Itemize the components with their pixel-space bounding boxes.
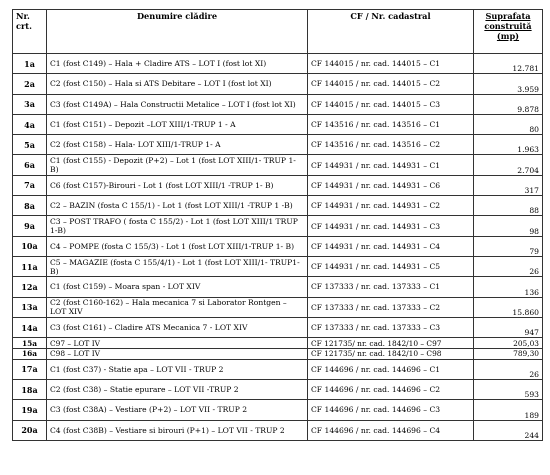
built-area: 26 <box>474 359 543 379</box>
built-area: 80 <box>474 114 543 134</box>
building-name: C3 (fost C161) – Cladire ATS Mecanica 7 - LOT XIV <box>47 317 308 337</box>
cadastral-ref: CF 143516 / nr. cad. 143516 – C2 <box>308 135 474 155</box>
cadastral-ref: CF 144931 / nr. cad. 144931 – C6 <box>308 175 474 195</box>
row-number: 20a <box>13 420 47 440</box>
cadastral-ref: CF 121735/ nr. cad. 1842/10 – C97 <box>308 338 474 349</box>
table-header-row <box>13 10 543 54</box>
cadastral-ref: CF 121735/ nr. cad. 1842/10 – C98 <box>308 348 474 359</box>
row-number: 14a <box>13 317 47 337</box>
row-number: 9a <box>13 216 47 236</box>
header-building-name: Denumire clădire <box>47 10 308 54</box>
cadastral-ref: CF 144015 / nr. cad. 144015 – C2 <box>308 74 474 94</box>
table-row <box>13 114 543 134</box>
row-number: 7a <box>13 175 47 195</box>
cadastral-ref: CF 144931 / nr. cad. 144931 – C2 <box>308 196 474 216</box>
table-row <box>13 420 543 440</box>
building-name: C2 – BAZIN (fosta C 155/1) - Lot 1 (fost LOT XIII/1 -TRUP 1 -B) <box>47 196 308 216</box>
table-row <box>13 297 543 317</box>
building-name: C98 – LOT IV <box>47 348 308 359</box>
table-row <box>13 196 543 216</box>
table-row <box>13 94 543 114</box>
building-name: C6 (fost C157)-Birouri - Lot 1 (fost LOT XIII/1 -TRUP 1- B) <box>47 175 308 195</box>
table-row <box>13 338 543 349</box>
building-name: C2 (fost C160-162) – Hala mecanica 7 si Laborator Rontgen – LOT XIV <box>47 297 308 317</box>
building-name: C1 (fost C149) – Hala + Cladire ATS – LOT I (fost lot XI) <box>47 54 308 74</box>
built-area: 136 <box>474 277 543 297</box>
row-number: 18a <box>13 380 47 400</box>
header-area: Suprafata construită (mp) <box>474 10 543 54</box>
table-row <box>13 236 543 256</box>
row-number: 12a <box>13 277 47 297</box>
building-name: C3 (fost C38A) – Vestiare (P+2) – LOT VII - TRUP 2 <box>47 400 308 420</box>
built-area: 317 <box>474 175 543 195</box>
built-area: 593 <box>474 380 543 400</box>
table-row <box>13 175 543 195</box>
row-number: 1a <box>13 54 47 74</box>
built-area: 9.878 <box>474 94 543 114</box>
table-row <box>13 348 543 359</box>
building-name: C1 (fost C155) - Depozit (P+2) – Lot 1 (fost LOT XIII/1- TRUP 1- B) <box>47 155 308 175</box>
built-area: 98 <box>474 216 543 236</box>
building-name: C5 – MAGAZIE (fosta C 155/4/1) - Lot 1 (fost LOT XIII/1- TRUP1- B) <box>47 256 308 276</box>
table-row <box>13 135 543 155</box>
header-nr-crt: Nr. crt. <box>13 10 47 54</box>
table-row <box>13 74 543 94</box>
built-area: 244 <box>474 420 543 440</box>
table-row <box>13 256 543 276</box>
row-number: 11a <box>13 256 47 276</box>
built-area: 26 <box>474 256 543 276</box>
building-name: C2 (fost C38) – Statie epurare – LOT VII -TRUP 2 <box>47 380 308 400</box>
cadastral-ref: CF 143516 / nr. cad. 143516 – C1 <box>308 114 474 134</box>
header-cadastral: CF / Nr. cadastral <box>308 10 474 54</box>
cadastral-ref: CF 144931 / nr. cad. 144931 – C1 <box>308 155 474 175</box>
built-area: 88 <box>474 196 543 216</box>
cadastral-ref: CF 144931 / nr. cad. 144931 – C5 <box>308 256 474 276</box>
row-number: 15a <box>13 338 47 349</box>
table-row <box>13 400 543 420</box>
building-name: C2 (fost C150) – Hala si ATS Debitare – LOT I (fost lot XI) <box>47 74 308 94</box>
row-number: 4a <box>13 114 47 134</box>
cadastral-ref: CF 137333 / nr. cad. 137333 – C2 <box>308 297 474 317</box>
building-name: C4 – POMPE (fosta C 155/3) - Lot 1 (fost LOT XIII/1-TRUP 1- B) <box>47 236 308 256</box>
cadastral-ref: CF 144015 / nr. cad. 144015 – C1 <box>308 54 474 74</box>
built-area: 947 <box>474 317 543 337</box>
table-row <box>13 155 543 175</box>
cadastral-ref: CF 144696 / nr. cad. 144696 – C4 <box>308 420 474 440</box>
cadastral-ref: CF 144015 / nr. cad. 144015 – C3 <box>308 94 474 114</box>
built-area: 15.860 <box>474 297 543 317</box>
building-name: C4 (fost C38B) – Vestiare si birouri (P+1) – LOT VII - TRUP 2 <box>47 420 308 440</box>
building-name: C97 – LOT IV <box>47 338 308 349</box>
built-area: 789,30 <box>474 348 543 359</box>
table-row <box>13 277 543 297</box>
row-number: 19a <box>13 400 47 420</box>
row-number: 3a <box>13 94 47 114</box>
buildings-table <box>12 9 543 441</box>
row-number: 10a <box>13 236 47 256</box>
cadastral-ref: CF 144931 / nr. cad. 144931 – C3 <box>308 216 474 236</box>
built-area: 79 <box>474 236 543 256</box>
table-row <box>13 54 543 74</box>
building-name: C2 (fost C158) – Hala- LOT XIII/1-TRUP 1- A <box>47 135 308 155</box>
row-number: 6a <box>13 155 47 175</box>
table-body <box>13 54 543 441</box>
building-name: C3 – POST TRAFO ( fosta C 155/2) - Lot 1 (fost LOT XIII/1 TRUP 1-B) <box>47 216 308 236</box>
cadastral-ref: CF 144696 / nr. cad. 144696 – C3 <box>308 400 474 420</box>
built-area: 1.963 <box>474 135 543 155</box>
table-row <box>13 216 543 236</box>
row-number: 16a <box>13 348 47 359</box>
built-area: 3.959 <box>474 74 543 94</box>
built-area: 205,03 <box>474 338 543 349</box>
built-area: 189 <box>474 400 543 420</box>
cadastral-ref: CF 137333 / nr. cad. 137333 – C1 <box>308 277 474 297</box>
built-area: 12.781 <box>474 54 543 74</box>
table-row <box>13 317 543 337</box>
row-number: 2a <box>13 74 47 94</box>
building-name: C3 (fost C149A) – Hala Constructii Metalice – LOT I (fost lot XI) <box>47 94 308 114</box>
built-area: 2.704 <box>474 155 543 175</box>
row-number: 13a <box>13 297 47 317</box>
cadastral-ref: CF 144696 / nr. cad. 144696 – C2 <box>308 380 474 400</box>
row-number: 8a <box>13 196 47 216</box>
cadastral-ref: CF 144696 / nr. cad. 144696 – C1 <box>308 359 474 379</box>
building-name: C1 (fost C159) – Moara span - LOT XIV <box>47 277 308 297</box>
row-number: 5a <box>13 135 47 155</box>
document-page <box>12 9 542 441</box>
cadastral-ref: CF 144931 / nr. cad. 144931 – C4 <box>308 236 474 256</box>
building-name: C1 (fost C151) – Depozit –LOT XIII/1-TRUP 1 - A <box>47 114 308 134</box>
table-row <box>13 380 543 400</box>
row-number: 17a <box>13 359 47 379</box>
table-row <box>13 359 543 379</box>
cadastral-ref: CF 137333 / nr. cad. 137333 – C3 <box>308 317 474 337</box>
building-name: C1 (fost C37) - Statie apa – LOT VII - TRUP 2 <box>47 359 308 379</box>
